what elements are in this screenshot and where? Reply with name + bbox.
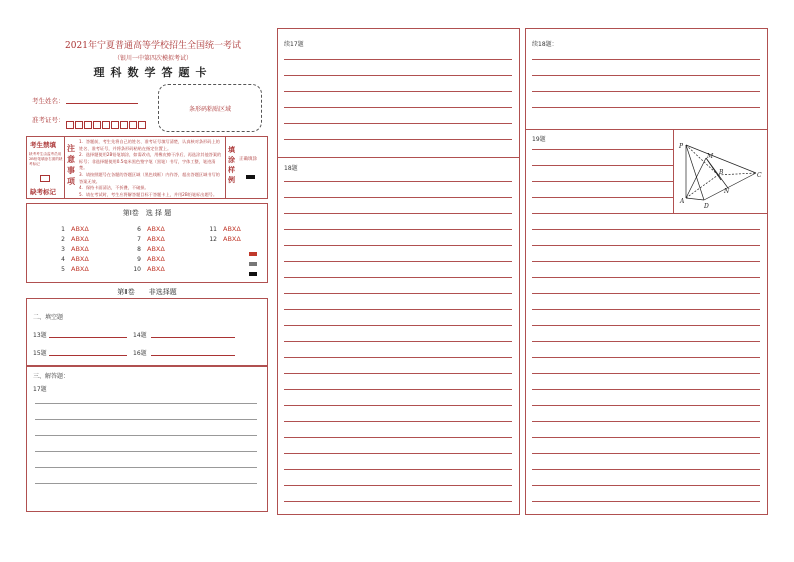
section-fill <box>26 298 268 366</box>
q-number: 2 <box>61 236 65 243</box>
fill-label-15: 15题 <box>33 350 47 357</box>
section2-title: 第Ⅱ卷 非选择题 <box>117 288 177 296</box>
q-number: 4 <box>61 256 65 263</box>
absent-mark-label: 缺考标记 <box>30 188 56 196</box>
q-options[interactable]: ABXΔ <box>71 265 89 273</box>
q-options[interactable]: ABXΔ <box>71 255 89 263</box>
q-options[interactable]: ABXΔ <box>71 225 89 233</box>
rule-5: 5．请在考试时，考生应将解答题目标于答题卡上，并用2B铅笔标出题号。 <box>79 191 218 197</box>
choice-col-3 <box>207 225 241 245</box>
section1-title: 第Ⅰ卷 选 择 题 <box>122 209 172 217</box>
choice-col-2 <box>131 225 165 275</box>
figure-box <box>673 130 767 214</box>
choice-col-1 <box>55 225 89 275</box>
q17-label: 17题 <box>33 386 47 393</box>
q-options[interactable]: ABXΔ <box>147 245 165 253</box>
q-number: 3 <box>61 246 65 253</box>
fill-answer-16[interactable] <box>151 355 235 356</box>
absent-checkbox[interactable] <box>40 175 50 182</box>
id-boxes[interactable] <box>66 114 147 133</box>
q-options[interactable]: ABXΔ <box>147 235 165 243</box>
marker-black <box>249 272 257 276</box>
fill-label-14: 14题 <box>133 332 147 339</box>
notice-box <box>26 136 268 199</box>
rule-1: 1．答题前，考生先将自己的姓名、准考证号填写清楚，认真核对条形码上的姓名、准考证号，并将条形码粘贴在指定位置上。 <box>79 139 220 151</box>
rules-list <box>79 139 223 198</box>
cont18-label: 续18题： <box>532 41 558 48</box>
label-D: D <box>704 203 709 210</box>
forbidden-text: 缺考考生由监考员用2B铅笔填涂右面的缺考标记 <box>29 152 63 166</box>
marker-gray <box>249 262 257 266</box>
right-panel <box>525 28 768 515</box>
correct-label: 正确填涂 <box>239 157 257 162</box>
q-options[interactable]: ABXΔ <box>147 265 165 273</box>
barcode-area: 条形码粘贴区域 <box>158 84 262 132</box>
q18-label: 18题 <box>284 165 298 172</box>
label-B: B <box>719 169 724 176</box>
q19-label: 19题 <box>532 136 546 143</box>
exam-subtitle: （银川一中第四次模拟考试） <box>113 55 192 62</box>
name-field[interactable] <box>66 103 138 104</box>
q-options[interactable]: ABXΔ <box>147 255 165 263</box>
fill-title: 二、填空题 <box>33 314 64 321</box>
label-P: P <box>679 143 684 150</box>
label-C: C <box>757 172 762 179</box>
fill-answer-13[interactable] <box>49 337 127 338</box>
q-number: 10 <box>133 266 141 273</box>
q-number: 12 <box>209 236 217 243</box>
forbidden-title: 考生禁填 <box>30 141 56 149</box>
middle-panel <box>277 28 520 515</box>
rule-3: 3．请按照题号在各题的答题区域（黑色线框）内作答，超出答题区域书写的答案无效。 <box>79 171 220 184</box>
section-choice <box>26 203 268 283</box>
attention-label: 注意事项 <box>67 144 75 186</box>
cont17-label: 续17题 <box>284 41 304 48</box>
rule-4: 4．保持卡面清洁，不折叠，不破损。 <box>79 185 149 191</box>
fill-answer-15[interactable] <box>49 355 127 356</box>
id-label: 准考证号： <box>32 116 65 124</box>
fill-label-13: 13题 <box>33 332 47 339</box>
name-label: 考生姓名： <box>32 97 65 105</box>
label-M: M <box>707 153 714 160</box>
label-N: N <box>724 188 730 195</box>
q-number: 1 <box>61 226 65 233</box>
q-number: 6 <box>137 226 141 233</box>
exam-title: 2021年宁夏普通高等学校招生全国统一考试 <box>65 41 241 51</box>
q-options[interactable]: ABXΔ <box>71 235 89 243</box>
pyramid-figure <box>674 130 767 213</box>
fill-answer-14[interactable] <box>151 337 235 338</box>
q-options[interactable]: ABXΔ <box>71 245 89 253</box>
q-number: 7 <box>137 236 141 243</box>
fill-example-label: 填涂样例 <box>228 146 235 184</box>
correct-fill-sample <box>246 175 255 179</box>
q-options[interactable]: ABXΔ <box>223 225 241 233</box>
q-options[interactable]: ABXΔ <box>147 225 165 233</box>
q-number: 5 <box>61 266 65 273</box>
q-options[interactable]: ABXΔ <box>223 235 241 243</box>
q-number: 11 <box>209 226 217 233</box>
rule-2: 2．选择题使用2B铅笔填涂，如需改动，用橡皮擦干净后，再选涂其他答案的标号；非选择题使用0.5毫米黑色签字笔（黑笔）书写，字体工整，笔迹清楚。 <box>79 152 222 171</box>
q-number: 8 <box>137 246 141 253</box>
marker-red <box>249 252 257 256</box>
label-A: A <box>680 198 685 205</box>
fill-label-16: 16题 <box>133 350 147 357</box>
q-number: 9 <box>137 256 141 263</box>
card-title: 理科数学答题卡 <box>93 66 213 79</box>
section-solve <box>26 366 268 512</box>
solve-title: 三、解答题： <box>33 373 70 380</box>
